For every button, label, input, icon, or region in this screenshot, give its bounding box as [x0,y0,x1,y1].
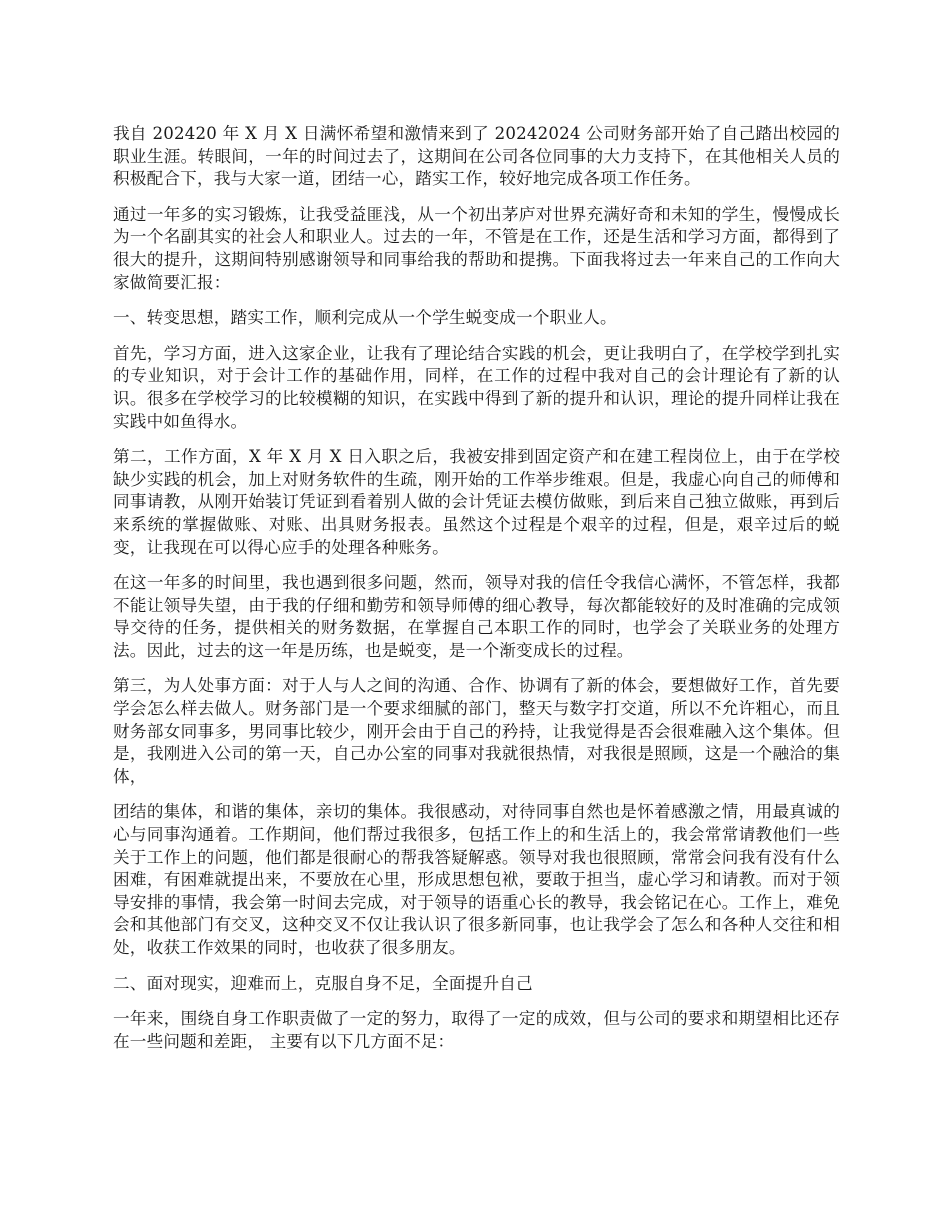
section-heading: 二、面对现实，迎难而上，克服自身不足，全面提升自己 [113,973,533,993]
paragraph: 第二，工作方面，X 年 X 月 X 日入职之后，我被安排到固定资产和在建工程岗位上，由于在学校缺少实践的机会，加上对财务软件的生疏，刚开始的工作举步维艰。但是，我虚心向自己的师傅和同事请教，从刚开始装订凭证到看着别人做的会计凭证去模仿做账，到后来自己独立做账，再到后来系统的掌握做账、对账、出具财务报表。虽然这个过程是个艰辛的过程，但是，艰辛过后的蜕变，让我现在可以得心应手的处理各种账务。 [113,447,840,557]
paragraph: 我自 202420 年 X 月 X 日满怀希望和激情来到了 20242024 公司财务部开始了自己踏出校园的职业生涯。转眼间，一年的时间过去了，这期间在公司各位同事的大力支持下，在其他相关人员的积极配合下，我与大家一道，团结一心，踏实工作，较好地完成各项工作任务。 [113,124,840,189]
document-body [113,123,840,1066]
paragraph: 首先，学习方面，进入这家企业，让我有了理论结合实践的机会，更让我明白了，在学校学到扎实的专业知识，对于会计工作的基础作用，同样，在工作的过程中我对自己的会计理论有了新的认识。很多在学校学习的比较模糊的知识，在实践中得到了新的提升和认识，理论的提升同样让我在实践中如鱼得水。 [113,343,840,431]
paragraph: 在这一年多的时间里，我也遇到很多问题，然而，领导对我的信任令我信心满怀，不管怎样，我都不能让领导失望，由于我的仔细和勤劳和领导师傅的细心教导，每次都能较好的及时准确的完成领导交待的任务，提供相关的财务数据，在掌握自己本职工作的同时，也学会了关联业务的处理方法。因此，过去的这一年是历练，也是蜕变，是一个渐变成长的过程。 [113,573,840,660]
paragraph: 团结的集体，和谐的集体，亲切的集体。我很感动，对待同事自然也是怀着感激之情，用最真诚的心与同事沟通着。工作期间，他们帮过我很多，包括工作上的和生活上的，我会常常请教他们一些关于工作上的问题，他们都是很耐心的帮我答疑解惑。领导对我也很照顾，常常会问我有没有什么困难，有困难就提出来，不要放在心里，形成思想包袱，要敢于担当，虚心学习和请教。而对于领导安排的事情，我会第一时间去完成，对于领导的语重心长的教导，我会铭记在心。工作上，难免会和其他部门有交叉，这种交叉不仅让我认识了很多新同事，也让我学会了怎么和各种人交往和相处，收获工作效果的同时，也收获了很多朋友。 [113,802,840,957]
paragraph: 第三，为人处事方面：对于人与人之间的沟通、合作、协调有了新的体会，要想做好工作，首先要学会怎么样去做人。财务部门是一个要求细腻的部门，整天与数字打交道，所以不允许粗心，而且财务部女同事多，男同事比较少，刚开会由于自己的矜持，让我觉得是否会很难融入这个集体。但是，我刚进入公司的第一天，自己办公室的同事对我就很热情，对我很是照顾，这是一个融洽的集体， [113,676,840,786]
paragraph: 通过一年多的实习锻炼，让我受益匪浅，从一个初出茅庐对世界充满好奇和未知的学生，慢慢成长为一个名副其实的社会人和职业人。过去的一年，不管是在工作，还是生活和学习方面，都得到了很大的提升，这期间特别感谢领导和同事给我的帮助和提携。下面我将过去一年来自己的工作向大家做简要汇报： [113,204,840,292]
paragraph: 一年来，围绕自身工作职责做了一定的努力，取得了一定的成效，但与公司的要求和期望相比还存在一些问题和差距， 主要有以下几方面不足： [113,1009,840,1051]
section-heading: 一、转变思想，踏实工作，顺利完成从一个学生蜕变成一个职业人。 [113,308,617,328]
